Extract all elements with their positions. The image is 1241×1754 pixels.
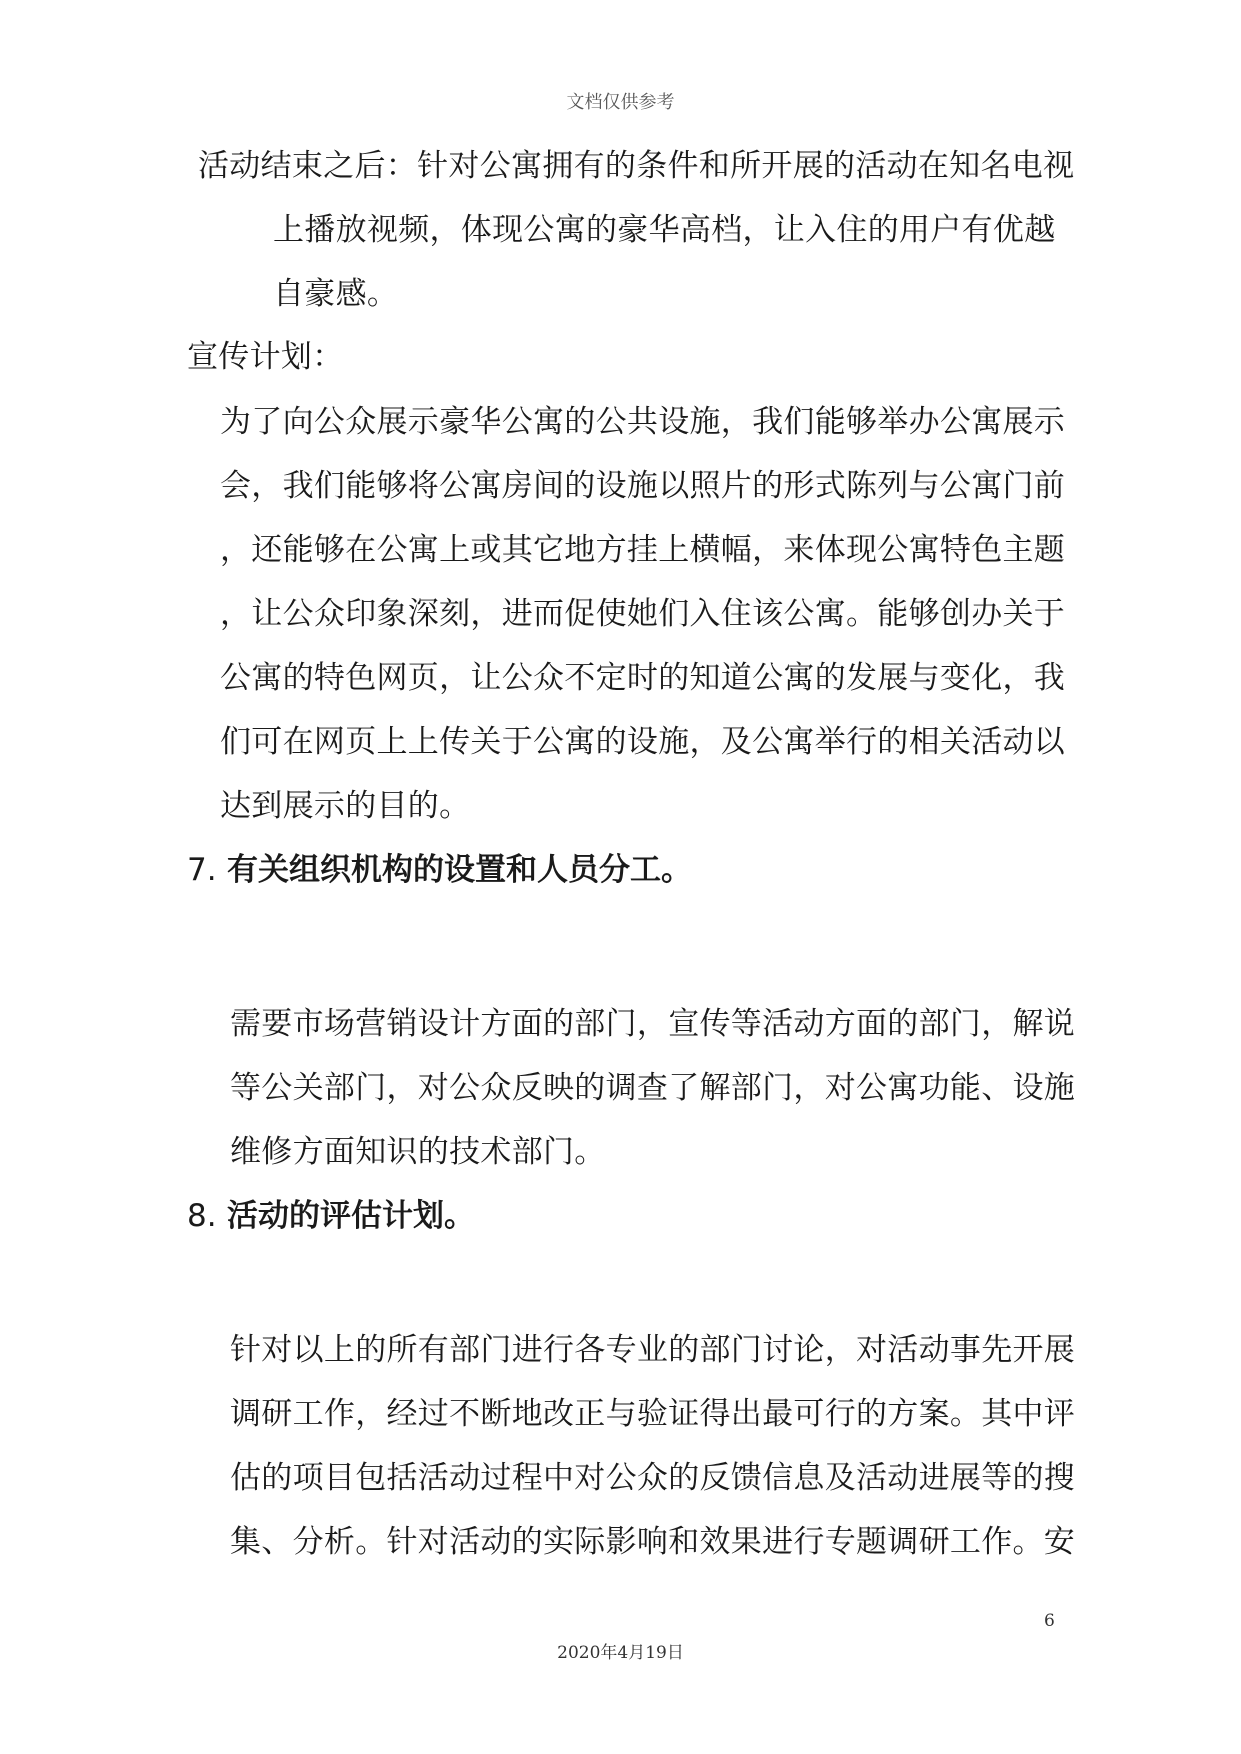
publicity-line-7: 达到展示的目的。 xyxy=(220,788,471,824)
eval-line-1: 针对以上的所有部门进行各专业的部门讨论，对活动事先开展 xyxy=(230,1332,1076,1368)
publicity-label: 宣传计划： xyxy=(187,339,344,375)
publicity-line-1: 为了向公众展示豪华公寓的公共设施，我们能够举办公寓展示 xyxy=(220,404,1066,440)
page-number: 6 xyxy=(1044,1611,1055,1631)
eval-line-4: 集、分析。针对活动的实际影响和效果进行专题调研工作。安 xyxy=(230,1524,1076,1560)
activity-after-line-3: 自豪感。 xyxy=(273,276,399,312)
publicity-line-4: ，让公众印象深刻，进而促使她们入住该公寓。能够创办关于 xyxy=(220,596,1066,632)
activity-after-line-2: 上播放视频，体现公寓的豪华高档，让入住的用户有优越 xyxy=(273,212,1056,248)
activity-after-line-1: 活动结束之后：针对公寓拥有的条件和所开展的活动在知名电视 xyxy=(198,148,1075,184)
publicity-line-5: 公寓的特色网页，让公众不定时的知道公寓的发展与变化，我 xyxy=(220,660,1066,696)
eval-line-2: 调研工作，经过不断地改正与验证得出最可行的方案。其中评 xyxy=(230,1396,1076,1432)
publicity-line-2: 会，我们能够将公寓房间的设施以照片的形式陈列与公寓门前 xyxy=(220,468,1066,504)
eval-line-3: 估的项目包括活动过程中对公众的反馈信息及活动进展等的搜 xyxy=(230,1460,1076,1496)
org-line-2: 等公关部门，对公众反映的调查了解部门，对公寓功能、设施 xyxy=(230,1070,1076,1106)
heading-7-title: 有关组织机构的设置和人员分工。 xyxy=(227,852,692,888)
org-line-1: 需要市场营销设计方面的部门，宣传等活动方面的部门，解说 xyxy=(230,1006,1076,1042)
heading-7-number: 7. xyxy=(187,852,217,888)
org-line-3: 维修方面知识的技术部门。 xyxy=(230,1134,606,1170)
publicity-line-3: ，还能够在公寓上或其它地方挂上横幅，来体现公寓特色主题 xyxy=(220,532,1066,568)
heading-8-title: 活动的评估计划。 xyxy=(227,1198,475,1234)
page-header: 文档仅供参考 xyxy=(566,92,675,113)
section-heading-7 xyxy=(187,850,692,890)
section-heading-8 xyxy=(187,1196,475,1236)
footer-date: 2020年4月19日 xyxy=(557,1643,684,1663)
publicity-line-6: 们可在网页上上传关于公寓的设施，及公寓举行的相关活动以 xyxy=(220,724,1066,760)
heading-8-number: 8. xyxy=(187,1198,217,1234)
